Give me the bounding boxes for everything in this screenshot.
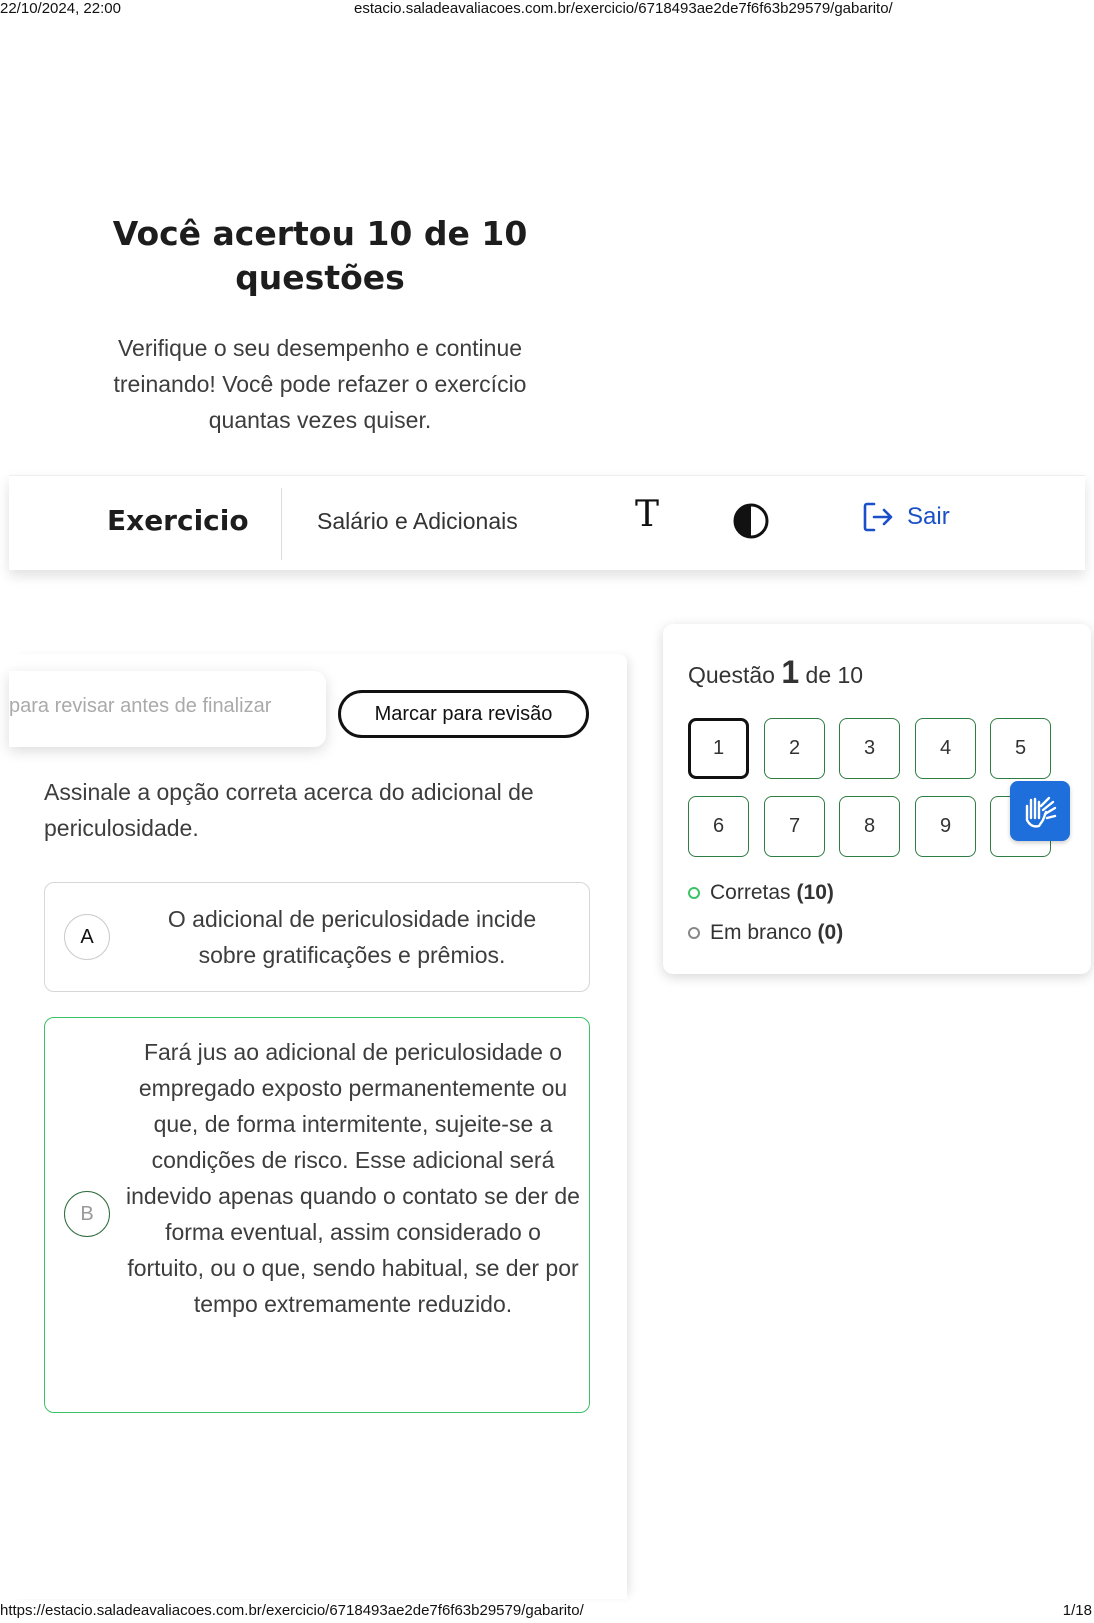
question-button-1[interactable]: 1 xyxy=(688,718,749,779)
mark-for-review-button[interactable]: Marcar para revisão xyxy=(338,690,589,738)
question-button-9[interactable]: 9 xyxy=(915,796,976,857)
print-header xyxy=(0,0,1094,20)
exercise-topbar xyxy=(9,475,1085,570)
legend-blank-count: (0) xyxy=(817,921,844,944)
legend-correct-label: Corretas xyxy=(710,881,791,904)
question-button-5[interactable]: 5 xyxy=(990,718,1051,779)
result-subtitle: Verifique o seu desempenho e continue treinando! Você pode refazer o exercício quantas vezes quiser. xyxy=(113,335,527,433)
topbar-divider xyxy=(281,488,282,560)
exit-icon xyxy=(861,500,895,534)
question-card xyxy=(9,654,627,1599)
sign-language-icon xyxy=(1019,790,1061,832)
navigator-total: de 10 xyxy=(805,662,864,688)
navigator-header xyxy=(688,654,863,691)
question-button-7[interactable]: 7 xyxy=(764,796,825,857)
review-tooltip: para revisar antes de finalizar xyxy=(9,671,326,747)
legend-blank xyxy=(688,921,843,945)
legend-correct xyxy=(688,881,834,905)
option-letter: A xyxy=(64,914,110,960)
blank-dot-icon xyxy=(688,927,700,939)
question-button-8[interactable]: 8 xyxy=(839,796,900,857)
print-url: estacio.saladeavaliacoes.com.br/exercicio/6718493ae2de7f6f63b29579/gabarito/ xyxy=(354,0,893,17)
navigator-label: Questão xyxy=(688,662,775,688)
question-button-6[interactable]: 6 xyxy=(688,796,749,857)
print-datetime: 22/10/2024, 22:00 xyxy=(0,0,121,17)
result-summary xyxy=(70,212,570,438)
option-text: O adicional de periculosidade incide sobre gratificações e prêmios. xyxy=(167,906,537,968)
option-b-correct[interactable] xyxy=(44,1017,590,1413)
exercise-title: Exercicio xyxy=(107,504,249,537)
contrast-icon[interactable] xyxy=(733,503,769,539)
result-title: Você acertou 10 de 10 questões xyxy=(112,214,528,297)
question-button-4[interactable]: 4 xyxy=(915,718,976,779)
print-footer-url: https://estacio.saladeavaliacoes.com.br/exercicio/6718493ae2de7f6f63b29579/gabarito/ xyxy=(0,1602,584,1619)
option-text: Fará jus ao adicional de periculosidade o empregado exposto permanentemente ou que, de forma intermitente, sujeite-se a condições de risco. Esse adicional será indevido apenas quando o contato se der de forma eventual, assim considerado o fortuito, ou o que, sendo habitual, se der por tempo extremamente reduzido. xyxy=(126,1039,580,1317)
legend-blank-label: Em branco xyxy=(710,921,812,944)
option-a[interactable] xyxy=(44,882,590,992)
question-button-2[interactable]: 2 xyxy=(764,718,825,779)
correct-dot-icon xyxy=(688,887,700,899)
option-letter: B xyxy=(64,1191,110,1237)
exercise-subject: Salário e Adicionais xyxy=(317,508,518,534)
exit-button[interactable] xyxy=(861,500,950,534)
exit-label: Sair xyxy=(907,503,950,530)
print-page-number: 1/18 xyxy=(1062,1602,1092,1619)
question-button-3[interactable]: 3 xyxy=(839,718,900,779)
font-size-icon[interactable]: T xyxy=(635,494,660,535)
sign-language-button[interactable] xyxy=(1010,781,1070,841)
legend-correct-count: (10) xyxy=(796,881,834,904)
question-statement: Assinale a opção correta acerca do adicional de periculosidade. xyxy=(44,779,534,841)
navigator-current: 1 xyxy=(781,654,800,690)
print-footer xyxy=(0,1598,1094,1620)
